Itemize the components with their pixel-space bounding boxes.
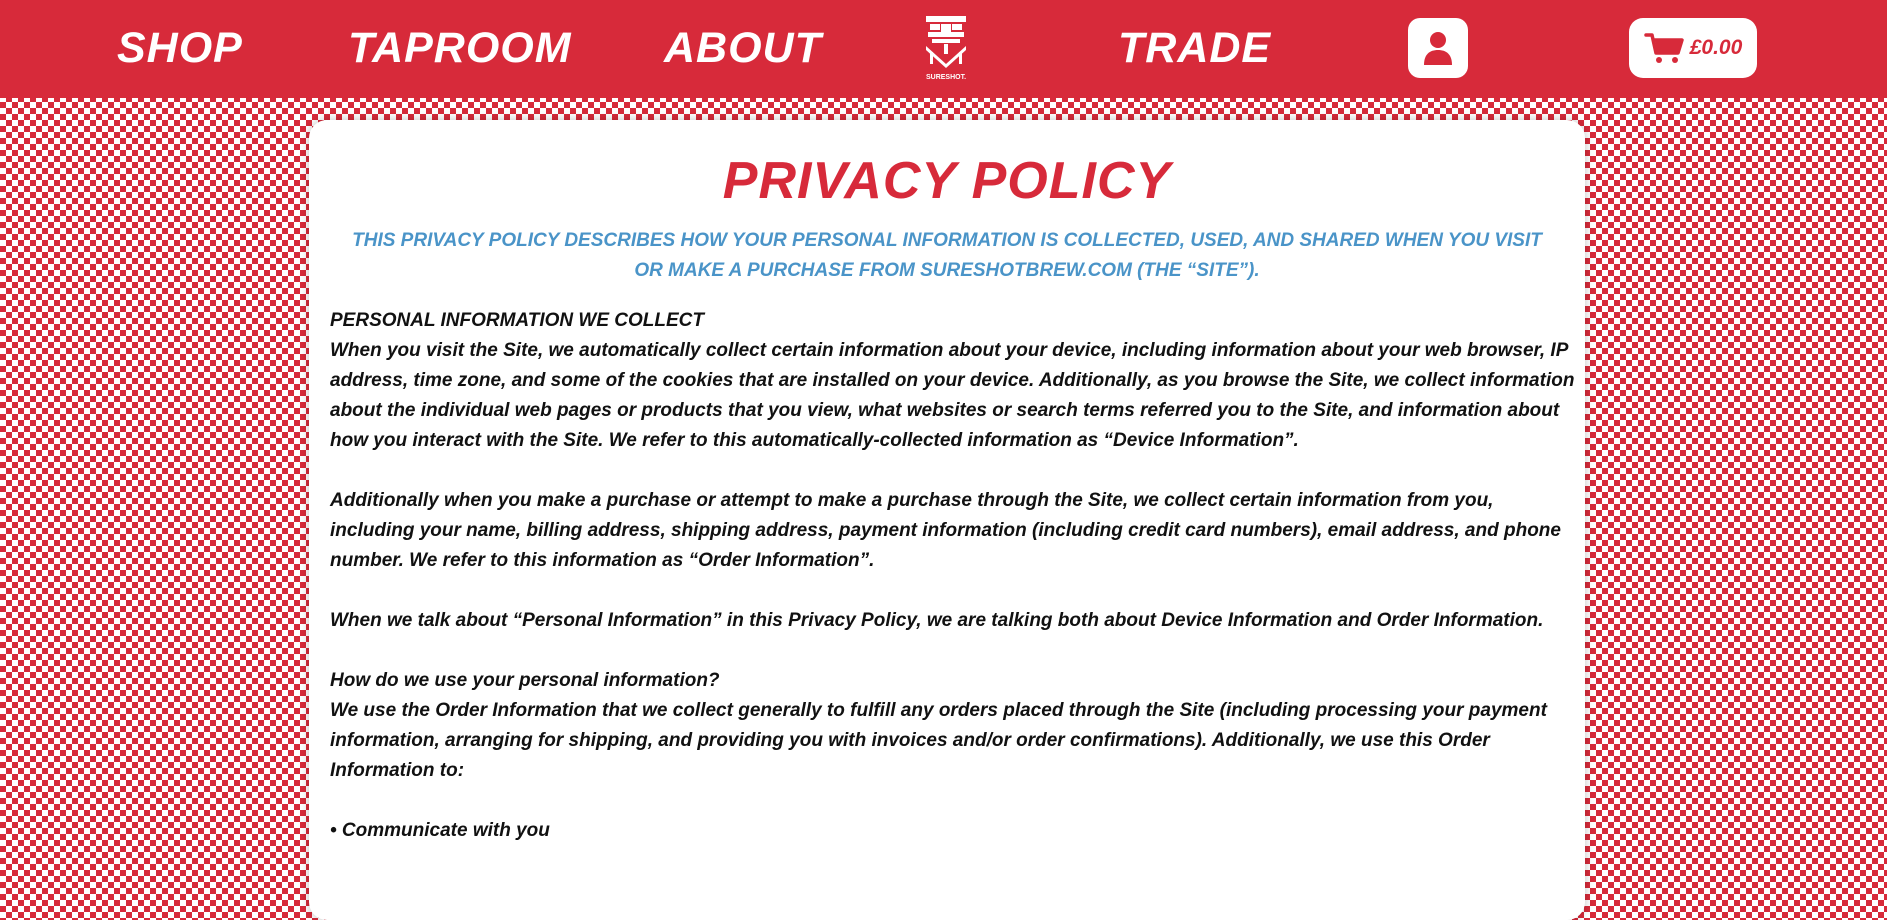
svg-text:SURESHOT.: SURESHOT. xyxy=(925,74,967,81)
policy-content xyxy=(330,306,1575,846)
paragraph-device-information: When you visit the Site, we automatically collect certain information about your device, including information about your web browser, IP address, time zone, and some of the cookies that are installed on your device. Additionally, as you browse the Site, we collect information about the individual web pages or products that you view, what websites or search terms referred you to the Site, and information about how you interact with the Site. We refer to this automatically-collected information as “Device Information”. xyxy=(330,340,1575,451)
list-item: • Communicate with you xyxy=(330,820,550,841)
paragraph-order-information: Additionally when you make a purchase or attempt to make a purchase through the Site, we collect certain information from you, including your name, billing address, shipping address, payment information (including credit card numbers), email address, and phone number. We refer to this information as “Order Information”. xyxy=(330,490,1561,571)
top-navigation-bar xyxy=(0,0,1887,98)
user-icon xyxy=(1423,30,1453,66)
paragraph-use-order-information: We use the Order Information that we collect generally to fulfill any orders placed through the Site (including processing your payment information, arranging for shipping, and providing you with invoices and/or order confirmations). Additionally, we use this Order Information to: xyxy=(330,700,1547,781)
section-heading-use-info: How do we use your personal information? xyxy=(330,670,720,691)
nav-link-about[interactable]: ABOUT xyxy=(664,24,822,72)
paragraph-personal-information: When we talk about “Personal Information” in this Privacy Policy, we are talking both about Device Information and Order Information. xyxy=(330,610,1544,631)
sureshot-logo[interactable] xyxy=(922,14,970,82)
account-button[interactable] xyxy=(1408,18,1468,78)
nav-link-trade[interactable]: TRADE xyxy=(1118,24,1272,72)
nav-link-taproom[interactable]: TAPROOM xyxy=(348,24,572,72)
cart-button[interactable] xyxy=(1629,18,1757,78)
intro-text: THIS PRIVACY POLICY DESCRIBES HOW YOUR PERSONAL INFORMATION IS COLLECTED, USED, AND SHARED WHEN YOU VISIT OR MAKE A PURCHASE FROM SURESHOTBREW.COM (THE “SITE”). xyxy=(352,230,1542,281)
sureshot-logo-icon xyxy=(922,14,970,82)
section-heading-personal-info: PERSONAL INFORMATION WE COLLECT xyxy=(330,310,705,331)
page-title: PRIVACY POLICY xyxy=(722,152,1172,210)
privacy-policy-card xyxy=(309,120,1585,920)
cart-icon xyxy=(1644,32,1684,64)
cart-total: £0.00 xyxy=(1689,36,1743,59)
nav-link-shop[interactable]: SHOP xyxy=(117,24,243,72)
